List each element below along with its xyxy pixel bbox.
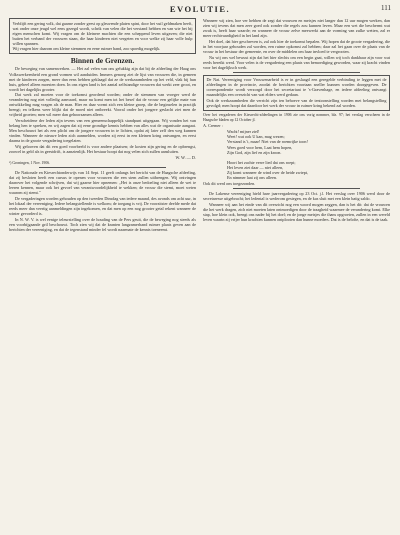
left-column	[9, 18, 196, 233]
poem-note: Ook dit werd ons toegezonden.	[203, 180, 256, 186]
poem-line: Zij komt wanneer de wind over de heide zwiept,	[227, 169, 309, 175]
paragraph: De Nat. Vereeniging voor Vrouwenarbeid is er in geslaagd een geregelde verbinding te leggen met de afdeelingen in de provincie, zoodat de berichten voortaan sneller kunnen worden doorgegeven. De correspondentie wordt verzorgd door het secretariaat te 's-Gravenhage, en iedere afdeeling ontvangt maandelijks een overzicht van wat elders werd gedaan.	[206, 77, 387, 98]
paragraph: De Nationale en Kiesrechtonderwijs van 14 Sept. 11 geeft onlangs het bericht van de Haagsche afdeeling, dat zij besloten heeft een cursus te openen voor vrouwen die een stem zullen uitbrengen. Wij ontvingen daarover het volgende schrijven, dat wij gaarne hier opnemen: „Het is onze bedoeling niet alleen de wet te leeren kennen, maar ook het gevoel van verantwoordelijkheid te wekken; de vrouw die stemt, moet weten waarom zij stemt."	[9, 170, 196, 196]
paragraph: Wij vragen hier daarom om kleine stemmen en eene ruimer band, zoo spoedig mogelijk.	[12, 46, 161, 52]
footnote: Over het vergaderen der Kiesrecht-afdeelingen in 1906 zie ons vorig nommer, blz. 97; het verslag verscheen in de Haagsche bladen op 12 October jl.	[203, 113, 390, 122]
signature: W. W. — D.	[175, 154, 196, 160]
paragraph: De vergaderingen worden gehouden op den tweeden Dinsdag van iedere maand, des avonds om acht uur, in het lokaal der vereeniging. Iedere belangstellende is welkom; de toegang is vrij. De voorzitster deelde mede dat reeds meer dan veertig aanmeldingen zijn ingekomen, en dat men op een nog grooter getal rekent wanneer de winter gevorderd is.	[9, 196, 196, 217]
footnote: ¹) Groningen, 1 Nov. 1906.	[9, 160, 51, 165]
section-heading: Binnen de Grenzen.	[70, 56, 135, 66]
paragraph: Verscheidene der leden zijn tevens van een gemeenschappelijk standpunt uitgegaan. Wij vonden het van belang hen te spreken, en wij zagen dat zij eene grondige kennis hebben van alles wat de organisatie aangaat. Men beschouwt het als een plicht om de jongere vrouwen in te lichten, opdat zij later zelf den weg kunnen vinden. Wanneer de nieuwe leden zich aanmelden, worden zij eerst in een kleinen kring ontvangen, en eerst daarna in de groote vergadering toegelaten.	[9, 118, 196, 144]
poem-line: Verstand is 't, maar! Niet van de roemrijke toon!	[227, 139, 308, 145]
divider	[233, 72, 360, 73]
page-header	[9, 4, 391, 18]
journal-title: EVOLUTIE.	[169, 4, 231, 14]
paragraph: Ook de werkzaamheden die verricht zijn ten behoeve van de tentoonstelling worden met belangstelling gevolgd; men hoopt dat daardoor het werk der vrouw in ruimer kring bekend zal worden.	[206, 97, 387, 108]
poem-line: Weet! wat ook U kan, mag wezen;	[227, 134, 285, 140]
poem-line: Hoort het zachte verre lied dat ons roept;	[227, 159, 296, 165]
divider	[39, 167, 166, 168]
right-column	[203, 18, 390, 233]
poem-line: Wacht! mijner ziel!	[227, 129, 260, 135]
poem-intro: A. Cremer :	[203, 123, 223, 129]
paragraph: Nu wij ons wel bewust zijn dat het hier slechts om een begin gaat, willen wij toch dankbaar zijn voor wat reeds bereikt werd. Voor velen is de vergadering een plaats van bemoediging geworden, waar zij kracht vinden voor het dagelijksch werk.	[203, 54, 390, 70]
paragraph: Dat werk zal moeten voor de toekomst geordend worden; onder de stemmen van vroeger werd de verandering nog niet volledig aanvaard, maar nu komt men tot het besef dat de vrouw een gelijke mate van ontwikkeling mag vragen als de man. Hier en daar vormt zich een kleine groep, die de beginselen in practijk brengt; en telkens weer blijkt dat de moed niet ontbreekt. Vooral onder het jongere geslacht ziet men de vrijheid groeien; men wil meer dan gehoorzamen alleen.	[9, 92, 196, 118]
two-column-body	[9, 18, 391, 233]
poem-line: Zijn God, zijn lief en zijn kroon.	[227, 149, 282, 155]
paragraph: Verblijft een gering volk, dat gaarne zonder geest op gleuvende platen spint, door het vuil geldmaken heeft, wat onder onze jeugd wel eens gezegd wordt, schrik van velen die het verstand hebben en van wie het bij eigen menschen komt. Wij vragen om de kleinere machten die een scheppend leven uitgaven; die niet buiten het verband der vrouwen staan, die haar kinderen niet vergeten en voor welke zij haar volle hulp willen spannen.	[12, 20, 193, 46]
poem-line: Wees goed voor hem, Laat hem hopen,	[227, 144, 293, 150]
boxed-notice-right	[203, 75, 390, 111]
paragraph: In N. W. V. is wel eenige teleurstelling over de houding van de Pers geuit, die de beweging nog steeds als een voorbijgaande gril beschouwt. Toch zien wij dat de kranten langzamerhand ruimer plaats geven aan de berichten der vereeniging, en dat de tegenstand minder fel wordt naarmate de kennis toeneemt.	[9, 216, 196, 232]
divider	[233, 188, 360, 189]
page-number: 111	[381, 4, 391, 12]
paragraph: Wanneer wij zien, hoe ver hebben de zegt dat vrouwen en meisjes niet langer dan 12 uur mogen werken, dan zien wij tevens dat men zeer goed ook zonder die regels zou kunnen leven. Maar een wet die beschermt wat zwak is, heeft haar waarde; en wanneer de vrouw zelve meewerkt aan de vorming van zulke wetten, zal er meer rechtvaardigheid in het land zijn.	[203, 18, 390, 39]
boxed-notice-left	[9, 18, 196, 54]
poem-line: En nimmer laat zij ons alleen.	[227, 174, 278, 180]
paragraph: De beweging van samenwerken. — Het zal velen van ons gelukkig zijn dat bij de afdeeling der Haag ons Volkswerkeenheid een grond vormen wil aanduiden. Immers genoeg ziet de lijst van vrouwen die, in gemeen met de kinderen zorgen, meer dan eens hebben geklaagd dat ze de werkzaamheden op het veld, vlak bij hun huis, geheel alleen moesten doen. In ons eigen land is het aantal zelfstandige vrouwen dat werkt zeer groot, en wordt het dagelijks grooter.	[9, 66, 196, 92]
paragraph: Het doel, dat hier geschreven is, zal ook hier de toekomst bepalen. Wij hopen dat de groote vergadering, die in het voorjaar gehouden zal worden, een ruime opkomst zal hebben; daar zal het gaan over de plaats van de vrouw in het bestuur der gemeente, en over de middelen om haar invloed te vergrooten.	[203, 38, 390, 54]
poem	[227, 129, 390, 179]
paragraph: Wanneer wij aan het einde van dit overzicht nog een woord mogen zeggen, dan is het dit: dat de vrouwen die het werk dragen, zich niet moeten laten ontmoedigen door de traagheid waarmee de verandering komt. Elke stap, hoe klein ook, brengt ons nader bij het doel; en de jonge meisjes die thans opgroeien, zullen in een wereld leven waarin zij vrijer hun krachten kunnen ontplooien dan hunne moeders. Dat is de belofte, en dat is de taak.	[203, 201, 390, 222]
poem-line: Het leven ziet daar — niet alleen,	[227, 164, 284, 170]
paragraph: Wij gelooven dat dit een goed voorbeeld is voor andere plaatsen; de kosten zijn gering en de opbrengst, zoowel in geld als in geestdrift, is aanzienlijk. Het bestuur hoopt dat nog velen zich zullen aansluiten.	[9, 143, 196, 154]
paragraph: De Lakense vereeniging hield hare jaarvergadering op 23 Oct. j.l. Het verslag over 1906 werd door de secretaresse uitgebracht; het ledental is wederom gestegen, en de kas sluit met een klein batig saldo.	[203, 190, 390, 201]
